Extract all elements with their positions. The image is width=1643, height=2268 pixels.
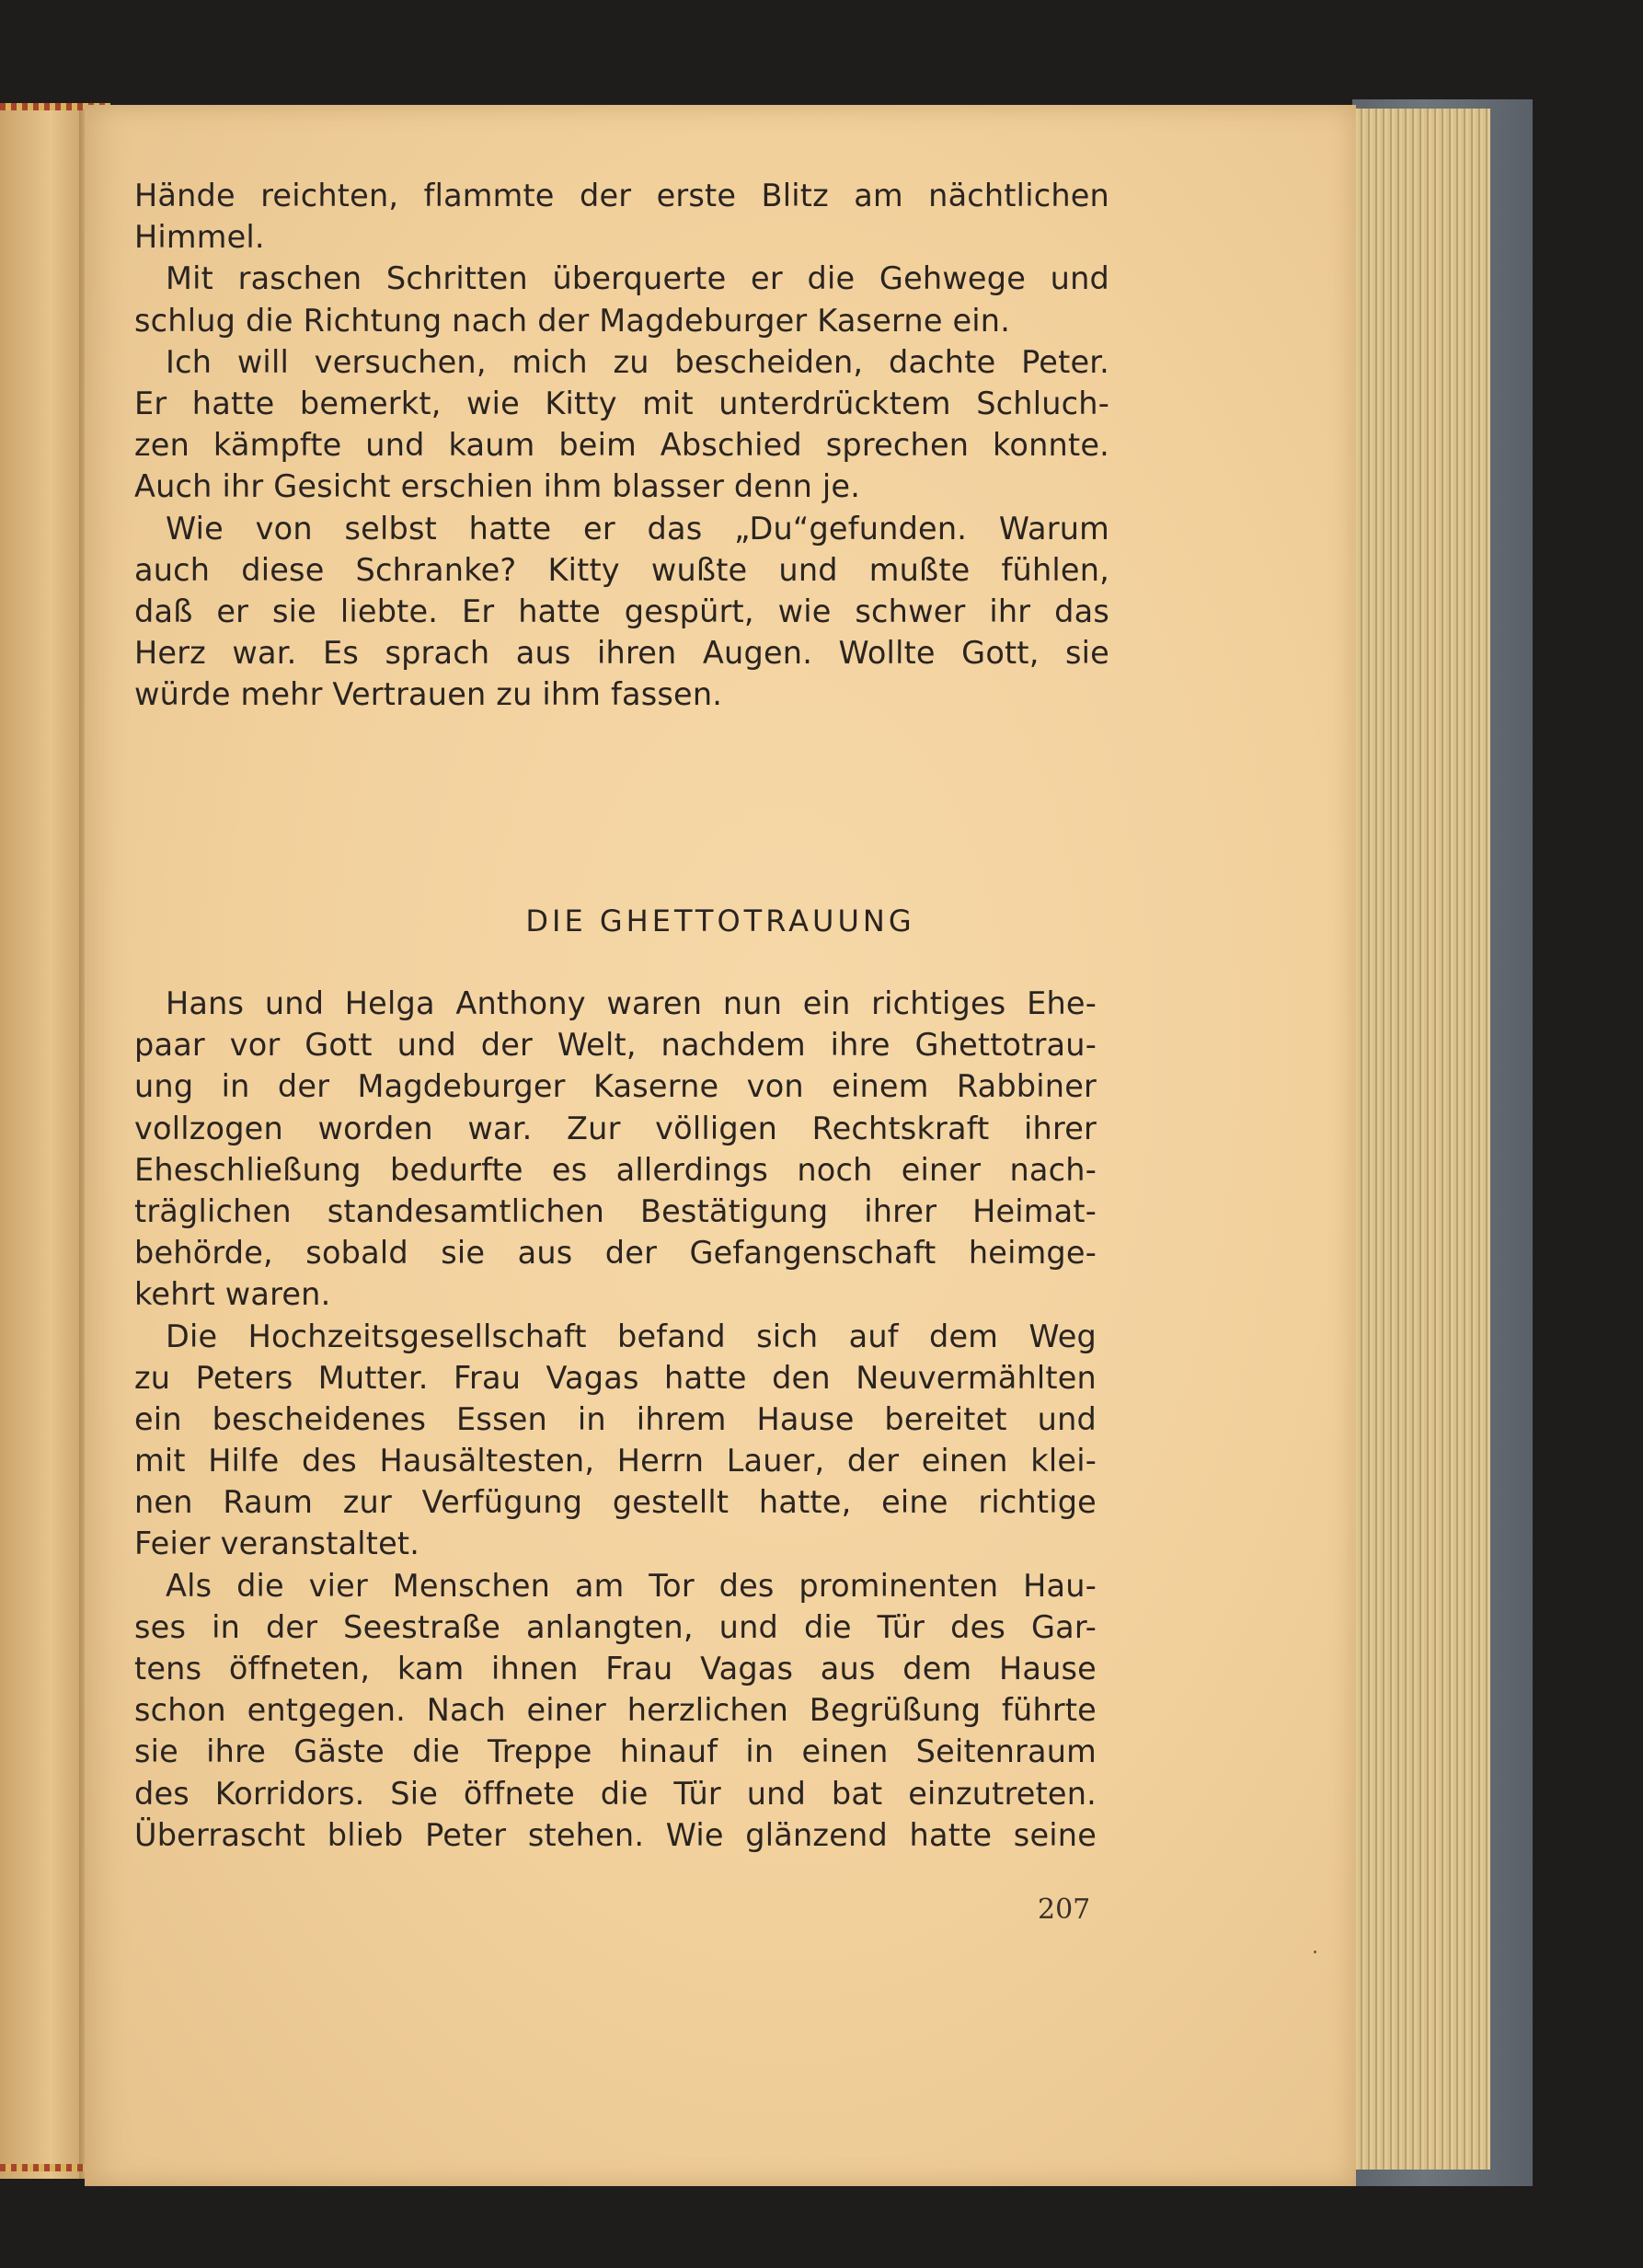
text-line: Wie von selbst hatte er das „Du“gefunden. Warum <box>166 510 1109 547</box>
text-line: behörde, sobald sie aus der Gefangenschaft heimge- <box>134 1235 1097 1272</box>
paragraph <box>134 508 1109 716</box>
page-number: 207 <box>1038 1894 1091 1926</box>
text-line: ein bescheidenes Essen in ihrem Hause bereitet und <box>134 1400 1097 1437</box>
text-line: zen kämpfte und kaum beim Abschied sprechen konnte. <box>134 427 1109 464</box>
spine-shadow <box>79 109 85 2179</box>
text-line: daß er sie liebte. Er hatte gespürt, wie schwer ihr das <box>134 593 1109 629</box>
text-line: tens öffneten, kam ihnen Frau Vagas aus dem Hause <box>134 1651 1097 1687</box>
text-line: kehrt waren. <box>134 1276 331 1313</box>
text-line: nen Raum zur Verfügung gestellt hatte, eine richtige <box>134 1484 1097 1521</box>
text-line: träglichen standesamtlichen Bestätigung ihrer Heimat- <box>134 1192 1097 1229</box>
left-page-edge <box>0 109 85 2179</box>
page-stack-edge <box>1343 109 1490 2170</box>
text-line: sie ihre Gäste die Treppe hinauf in einen Seitenraum <box>134 1733 1097 1770</box>
text-line: paar vor Gott und der Welt, nachdem ihre Ghettotrau- <box>134 1027 1097 1064</box>
text-line: Feier veranstaltet. <box>134 1525 420 1562</box>
text-line: des Korridors. Sie öffnete die Tür und bat einzutreten. <box>134 1775 1097 1812</box>
text-line: würde mehr Vertrauen zu ihm fassen. <box>134 676 723 713</box>
text-line: Ich will versuchen, mich zu bescheiden, dachte Peter. <box>166 343 1109 380</box>
text-line: vollzogen worden war. Zur völligen Rechtskraft ihrer <box>134 1110 1097 1146</box>
text-line: ses in der Seestraße anlangten, und die Tür des Gar- <box>134 1608 1097 1645</box>
text-line: Hände reichten, flammte der erste Blitz am nächtlichen <box>134 178 1109 213</box>
text-line: Himmel. <box>134 219 265 256</box>
text-line: Herz war. Es sprach aus ihren Augen. Wollte Gott, sie <box>134 635 1109 672</box>
text-line: Auch ihr Gesicht erschien ihm blasser denn je. <box>134 468 861 505</box>
text-line: Die Hochzeitsgesellschaft befand sich auf dem Weg <box>166 1318 1097 1354</box>
text-line: Überrascht blieb Peter stehen. Wie glänzend hatte seine <box>134 1816 1097 1853</box>
text-line: schlug die Richtung nach der Magdeburger Kaserne ein. <box>134 302 1011 339</box>
text-line: Er hatte bemerkt, wie Kitty mit unterdrücktem Schluch- <box>134 385 1109 421</box>
text-line: Eheschließung bedurfte es allerdings noch einer nach- <box>134 1151 1097 1188</box>
margin-speck <box>1314 1951 1316 1953</box>
paragraph <box>134 175 1109 258</box>
chapter-heading: DIE GHETTOTRAUUNG <box>525 904 915 938</box>
text-line: Hans und Helga Anthony waren nun ein richtiges Ehe- <box>166 985 1097 1021</box>
text-line: Als die vier Menschen am Tor des prominenten Hau- <box>166 1567 1097 1604</box>
paragraph <box>134 983 1097 1316</box>
body-text-top <box>134 175 1109 715</box>
body-text-bottom <box>134 983 1097 1856</box>
text-line: auch diese Schranke? Kitty wußte und mußte fühlen, <box>134 551 1109 588</box>
paragraph <box>134 341 1109 508</box>
text-line: zu Peters Mutter. Frau Vagas hatte den Neuvermählten <box>134 1359 1097 1396</box>
paragraph <box>134 1316 1097 1565</box>
text-line: schon entgegen. Nach einer herzlichen Begrüßung führte <box>134 1692 1097 1729</box>
text-line: mit Hilfe des Hausältesten, Herrn Lauer, der einen klei- <box>134 1443 1097 1479</box>
paragraph <box>134 258 1109 340</box>
text-line: ung in der Magdeburger Kaserne von einem Rabbiner <box>134 1068 1097 1105</box>
paragraph <box>134 1565 1097 1856</box>
text-line: Mit raschen Schritten überquerte er die Gehwege und <box>166 260 1109 297</box>
